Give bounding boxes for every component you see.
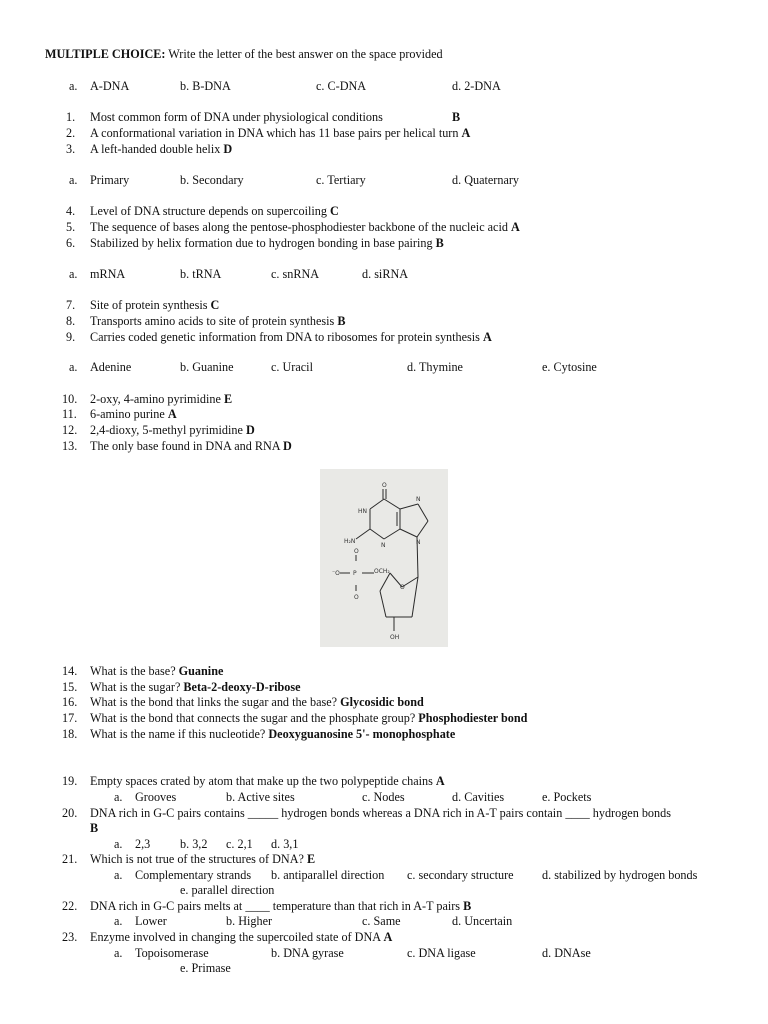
atom-label: O — [400, 584, 405, 591]
answer: B — [463, 899, 472, 913]
answer: B — [435, 236, 444, 250]
choice: b. B-DNA — [180, 79, 231, 93]
answer: D — [245, 423, 255, 437]
option: Topoisomerase — [135, 946, 209, 960]
option: Complementary strands — [135, 868, 252, 882]
question-text: What is the name if this nucleotide? — [90, 727, 266, 741]
answer: Phosphodiester bond — [418, 711, 528, 725]
choice: mRNA — [90, 267, 126, 281]
question-text: Enzyme involved in changing the supercoiled state of DNA — [90, 930, 381, 944]
option: d. DNAse — [542, 946, 591, 960]
option: Lower — [135, 914, 167, 928]
answer: D — [223, 142, 233, 156]
question-text: Stabilized by helix formation due to hydrogen bonding in base pairing — [90, 236, 433, 250]
options-row-21 — [0, 868, 768, 884]
question-text: What is the sugar? — [90, 680, 181, 694]
choice: b. tRNA — [180, 267, 222, 281]
option: c. Same — [362, 914, 401, 928]
question-text: Site of protein synthesis — [90, 298, 208, 312]
atom-label: N — [381, 542, 386, 549]
option: c. DNA ligase — [407, 946, 476, 960]
question-number: 18. — [62, 727, 78, 741]
option: e. Primase — [180, 961, 231, 975]
choice: b. Guanine — [180, 360, 234, 374]
option: d. 3,1 — [271, 837, 299, 851]
choice-letter: a. — [69, 360, 78, 374]
question-text: Level of DNA structure depends on supercoiling — [90, 204, 327, 218]
atom-label: O — [382, 482, 387, 489]
answer: D — [282, 439, 292, 453]
answer: C — [210, 298, 220, 312]
question-text: DNA rich in G-C pairs melts at ____ temperature than that rich in A-T pairs — [90, 899, 461, 913]
question-text: 2,4-dioxy, 5-methyl pyrimidine — [90, 423, 243, 437]
question-number: 8. — [66, 314, 76, 328]
option-letter: a. — [114, 790, 123, 804]
answer: B — [452, 110, 461, 124]
option-letter: a. — [114, 914, 123, 928]
question-number: 17. — [62, 711, 78, 725]
question-number: 2. — [66, 126, 76, 140]
question-number: 7. — [66, 298, 76, 312]
question-text: A conformational variation in DNA which has 11 base pairs per helical turn — [90, 126, 459, 140]
choice: c. Tertiary — [316, 173, 366, 187]
atom-label: H₂N — [344, 538, 356, 545]
choice: d. 2-DNA — [452, 79, 501, 93]
answer: E — [306, 852, 316, 866]
question-number: 14. — [62, 664, 78, 678]
choice: b. Secondary — [180, 173, 244, 187]
choice-letter: a. — [69, 173, 78, 187]
answer: C — [329, 204, 339, 218]
option: b. DNA gyrase — [271, 946, 344, 960]
nucleotide-structure-figure — [320, 469, 448, 647]
question-text: The only base found in DNA and RNA — [90, 439, 280, 453]
question-text: 2-oxy, 4-amino pyrimidine — [90, 392, 221, 406]
atom-label: OH — [390, 634, 400, 641]
option: 2,3 — [135, 837, 151, 851]
choice-letter: a. — [69, 267, 78, 281]
atom-label: P — [353, 570, 357, 577]
option: Grooves — [135, 790, 177, 804]
choice-letter: a. — [69, 79, 78, 93]
question-number: 22. — [62, 899, 78, 913]
options-row-23 — [0, 946, 768, 962]
question-text: Empty spaces crated by atom that make up the two polypeptide chains — [90, 774, 433, 788]
choice: c. snRNA — [271, 267, 320, 281]
answer: A — [482, 330, 492, 344]
choices-row-2 — [0, 173, 768, 189]
options-row-23b — [0, 961, 768, 977]
question-text: The sequence of bases along the pentose-phosphodiester backbone of the nucleic acid — [90, 220, 508, 234]
atom-label: O — [354, 594, 359, 601]
choice: d. Quaternary — [452, 173, 520, 187]
question-text: Most common form of DNA under physiological conditions — [90, 110, 383, 124]
option: b. 3,2 — [180, 837, 208, 851]
choice: d. Thymine — [407, 360, 463, 374]
atom-label: N — [416, 539, 421, 546]
answer: A — [511, 220, 520, 234]
options-row-20 — [0, 837, 768, 853]
option: b. antiparallel direction — [271, 868, 385, 882]
choices-row-3 — [0, 267, 768, 283]
question-number: 1. — [66, 110, 76, 124]
option: d. Uncertain — [452, 914, 513, 928]
question-number: 12. — [62, 423, 78, 437]
choices-row-4 — [0, 360, 768, 376]
answer: B — [337, 314, 346, 328]
question-text: Transports amino acids to site of protein synthesis — [90, 314, 335, 328]
options-row-22 — [0, 914, 768, 930]
option: c. 2,1 — [226, 837, 253, 851]
options-row-19 — [0, 790, 768, 806]
instruction-text: Write the letter of the best answer on the space provided — [168, 47, 443, 61]
choice: c. Uracil — [271, 360, 313, 374]
option-letter: a. — [114, 946, 123, 960]
answer: Guanine — [178, 664, 224, 678]
question-text: A left-handed double helix — [90, 142, 221, 156]
question-number: 4. — [66, 204, 76, 218]
question-number: 19. — [62, 774, 78, 788]
option: d. stabilized by hydrogen bonds — [542, 868, 698, 882]
option-letter: a. — [114, 837, 123, 851]
answer: Beta-2-deoxy-D-ribose — [183, 680, 301, 694]
question-number: 3. — [66, 142, 76, 156]
atom-label: OCH₂ — [374, 568, 390, 575]
section-label: MULTIPLE CHOICE: — [45, 47, 166, 61]
choice: e. Cytosine — [542, 360, 597, 374]
option-letter: a. — [114, 868, 123, 882]
answer: A — [435, 774, 445, 788]
question-number: 23. — [62, 930, 78, 944]
atom-label: O — [354, 548, 359, 555]
question-number: 15. — [62, 680, 78, 694]
option: d. Cavities — [452, 790, 505, 804]
question-number: 9. — [66, 330, 76, 344]
question-text: Which is not true of the structures of DNA? — [90, 852, 304, 866]
question-text: Carries coded genetic information from DNA to ribosomes for protein synthesis — [90, 330, 480, 344]
option: e. Pockets — [542, 790, 592, 804]
choice: Primary — [90, 173, 130, 187]
question-number: 6. — [66, 236, 76, 250]
choice: d. siRNA — [362, 267, 409, 281]
question-text: What is the bond that connects the sugar and the phosphate group? — [90, 711, 416, 725]
answer: A — [383, 930, 393, 944]
question-number: 11. — [62, 407, 77, 421]
question-number: 5. — [66, 220, 76, 234]
choice: c. C-DNA — [316, 79, 367, 93]
nucleotide-structure-drawing — [320, 469, 448, 647]
question-text: What is the bond that links the sugar and the base? — [90, 695, 338, 709]
question-number: 13. — [62, 439, 78, 453]
answer: B — [90, 821, 99, 835]
answer: A — [167, 407, 177, 421]
choice: Adenine — [90, 360, 132, 374]
question-number: 20. — [62, 806, 78, 820]
answer: Glycosidic bond — [340, 695, 424, 709]
atom-label: ⁻O — [332, 570, 340, 577]
question-number: 21. — [62, 852, 78, 866]
answer: A — [461, 126, 471, 140]
instructions-heading — [45, 47, 443, 63]
choice: A-DNA — [90, 79, 130, 93]
option: b. Higher — [226, 914, 273, 928]
question-text: DNA rich in G-C pairs contains _____ hydrogen bonds whereas a DNA rich in A-T pairs contain ____ hydrogen bonds — [90, 806, 671, 820]
answer: Deoxyguanosine 5'- monophosphate — [268, 727, 456, 741]
atom-label: HN — [358, 508, 367, 515]
option: c. secondary structure — [407, 868, 514, 882]
atom-label: N — [416, 496, 421, 503]
question-number: 10. — [62, 392, 78, 406]
option: c. Nodes — [362, 790, 405, 804]
question-number: 16. — [62, 695, 78, 709]
option: b. Active sites — [226, 790, 295, 804]
answer: E — [223, 392, 233, 406]
question-text: What is the base? — [90, 664, 176, 678]
question-text: 6-amino purine — [90, 407, 165, 421]
choices-row-1 — [0, 79, 768, 95]
options-row-21b — [0, 883, 768, 899]
option: e. parallel direction — [180, 883, 275, 897]
